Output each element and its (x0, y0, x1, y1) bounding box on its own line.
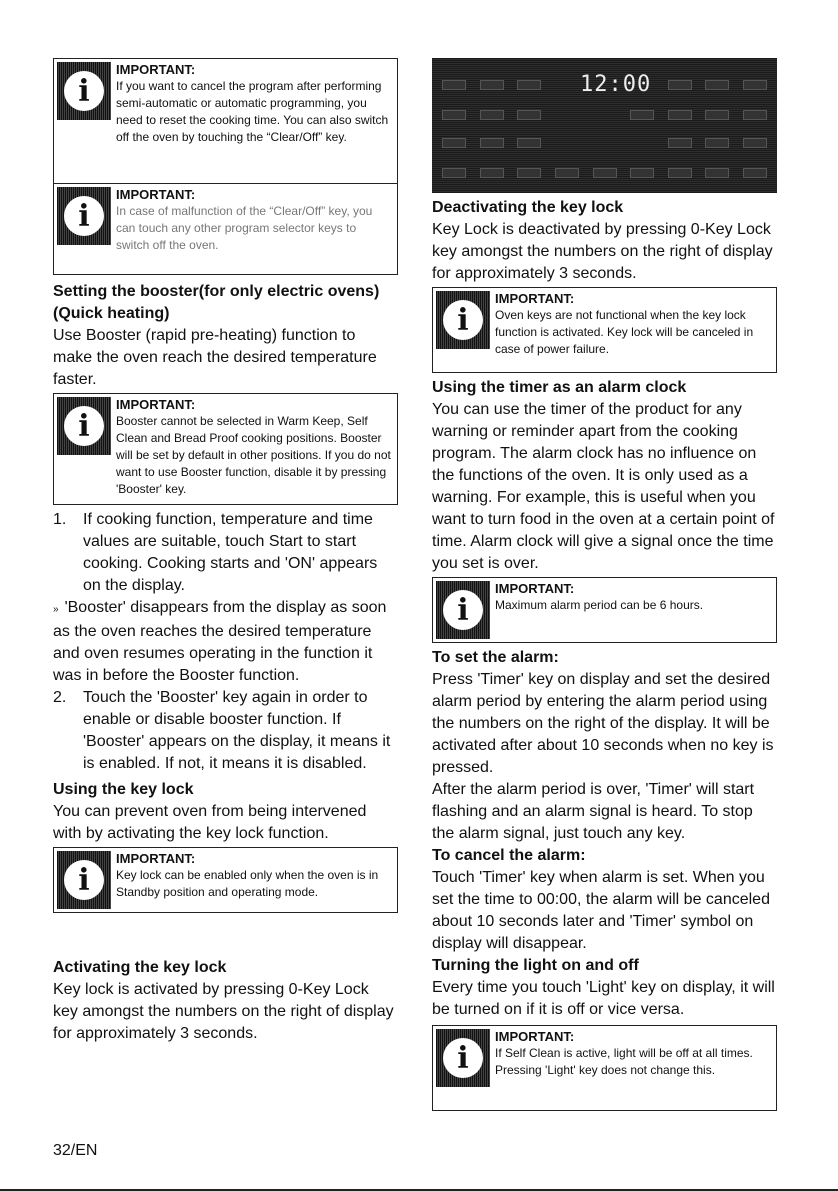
info-icon: i (57, 187, 111, 245)
info-icon: i (57, 397, 111, 455)
paragraph: You can prevent oven from being intervened with by activating the key lock function. (53, 803, 367, 842)
display-key (442, 138, 466, 148)
bullet-item (53, 597, 398, 687)
important-note (53, 393, 398, 505)
list-number: 1. (53, 511, 67, 528)
display-key (668, 168, 692, 178)
bullet-marker: » (53, 604, 59, 615)
display-key (442, 110, 466, 120)
display-key (705, 110, 729, 120)
note-text: If you want to cancel the program after performing semi-automatic or automatic programming, you need to reset the cooking time. You can also switch off the oven by touching the “Clear/Off” key. (116, 79, 389, 144)
important-note (53, 183, 398, 275)
section-heading: To cancel the alarm: (432, 847, 586, 864)
right-column (432, 58, 777, 1111)
display-key (705, 168, 729, 178)
section-heading: Using the timer as an alarm clock (432, 379, 687, 396)
display-key (480, 110, 504, 120)
info-icon: i (436, 581, 490, 639)
note-title: IMPORTANT: (495, 581, 575, 596)
info-icon: i (436, 1029, 490, 1087)
display-key-row (442, 138, 767, 148)
info-icon: i (57, 851, 111, 909)
info-icon: i (436, 291, 490, 349)
info-icon: i (57, 62, 111, 120)
display-key (668, 110, 692, 120)
note-text: Key lock can be enabled only when the oven is in Standby position and operating mode. (116, 868, 379, 899)
important-note (432, 287, 777, 373)
note-title: IMPORTANT: (116, 62, 196, 77)
section-heading: Deactivating the key lock (432, 199, 624, 216)
note-text: In case of malfunction of the “Clear/Off” key, you can touch any other program selector keys to switch off the oven. (116, 204, 373, 252)
display-key (442, 168, 466, 178)
display-key (517, 138, 541, 148)
display-key (442, 80, 466, 90)
display-key (743, 110, 767, 120)
note-title: IMPORTANT: (116, 851, 196, 866)
display-key (630, 110, 654, 120)
section-heading: Turning the light on and off (432, 957, 639, 974)
display-key-row (442, 110, 767, 120)
list-number: 2. (53, 689, 67, 706)
display-key (517, 80, 541, 90)
note-title: IMPORTANT: (495, 1029, 575, 1044)
display-key (555, 168, 579, 178)
important-note (53, 847, 398, 913)
oven-display-image (432, 58, 777, 193)
display-key (517, 110, 541, 120)
paragraph: Every time you touch 'Light' key on display, it will be turned on if it is off or vice versa. (432, 979, 775, 1018)
display-key-row (442, 168, 767, 178)
important-note (432, 1025, 777, 1111)
display-key (480, 80, 504, 90)
list-text: Touch the 'Booster' key again in order to enable or disable booster function. If 'Booster' appears on the display, it means it is enabled. If not, it means it is disabled. (83, 689, 391, 772)
display-key (705, 80, 729, 90)
paragraph: Press 'Timer' key on display and set the desired alarm period by entering the alarm period using the numbers on the right of the display. It will be activated after about 10 seconds when no key is pressed. (432, 671, 774, 776)
paragraph: Use Booster (rapid pre-heating) function to make the oven reach the desired temperature faster. (53, 327, 377, 388)
list-item (53, 687, 398, 775)
left-column (53, 58, 398, 1045)
section-heading: To set the alarm: (432, 649, 559, 666)
note-title: IMPORTANT: (116, 187, 196, 202)
paragraph: Key lock is activated by pressing 0-Key Lock key amongst the numbers on the right of display for approximately 3 seconds. (53, 981, 394, 1042)
note-text: Maximum alarm period can be 6 hours. (495, 598, 704, 612)
display-clock: 12:00 (580, 72, 652, 97)
note-title: IMPORTANT: (495, 291, 575, 306)
note-title: IMPORTANT: (116, 397, 196, 412)
display-key (480, 138, 504, 148)
display-key (743, 138, 767, 148)
important-note (53, 58, 398, 184)
section-heading: Activating the key lock (53, 959, 227, 976)
display-key-row (442, 80, 767, 90)
note-text: Booster cannot be selected in Warm Keep, Self Clean and Bread Proof cooking positions. Booster will be set by default in other positions. If you do not want to use Booster function, disable it by pressing 'Booster' key. (116, 414, 391, 496)
section-heading: Using the key lock (53, 781, 194, 798)
display-key (743, 168, 767, 178)
list-item (53, 509, 398, 597)
display-key (668, 80, 692, 90)
paragraph: Key Lock is deactivated by pressing 0-Key Lock key amongst the numbers on the right of display for approximately 3 seconds. (432, 221, 773, 282)
bullet-text: 'Booster' disappears from the display as soon as the oven reaches the desired temperature and oven resumes operating in the function it was in before the Booster function. (53, 599, 387, 684)
display-key (743, 80, 767, 90)
display-key (668, 138, 692, 148)
page-number: 32/EN (53, 1142, 98, 1159)
section-heading: Setting the booster(for only electric ovens) (Quick heating) (53, 283, 380, 322)
display-key (630, 168, 654, 178)
list-text: If cooking function, temperature and time values are suitable, touch Start to start cooking. Cooking starts and 'ON' appears on the display. (83, 511, 378, 594)
note-text: If Self Clean is active, light will be off at all times. Pressing 'Light' key does not change this. (495, 1046, 753, 1077)
display-key (705, 138, 729, 148)
note-text: Oven keys are not functional when the key lock function is activated. Key lock will be canceled in case of power failure. (495, 308, 754, 356)
display-key (593, 168, 617, 178)
paragraph: After the alarm period is over, 'Timer' will start flashing and an alarm signal is heard. To stop the alarm signal, just touch any key. (432, 781, 755, 842)
paragraph: Touch 'Timer' key when alarm is set. When you set the time to 00:00, the alarm will be canceled about 10 seconds later and 'Timer' symbol on display will disappear. (432, 869, 770, 952)
important-note (432, 577, 777, 643)
display-key (480, 168, 504, 178)
paragraph: You can use the timer of the product for any warning or reminder apart from the cooking program. The alarm clock has no influence on the functions of the oven. It is only used as a warning. For example, this is useful when you want to turn food in the oven at a certain point of time. Alarm clock will give a signal once the time you set is over. (432, 401, 775, 572)
display-key (517, 168, 541, 178)
